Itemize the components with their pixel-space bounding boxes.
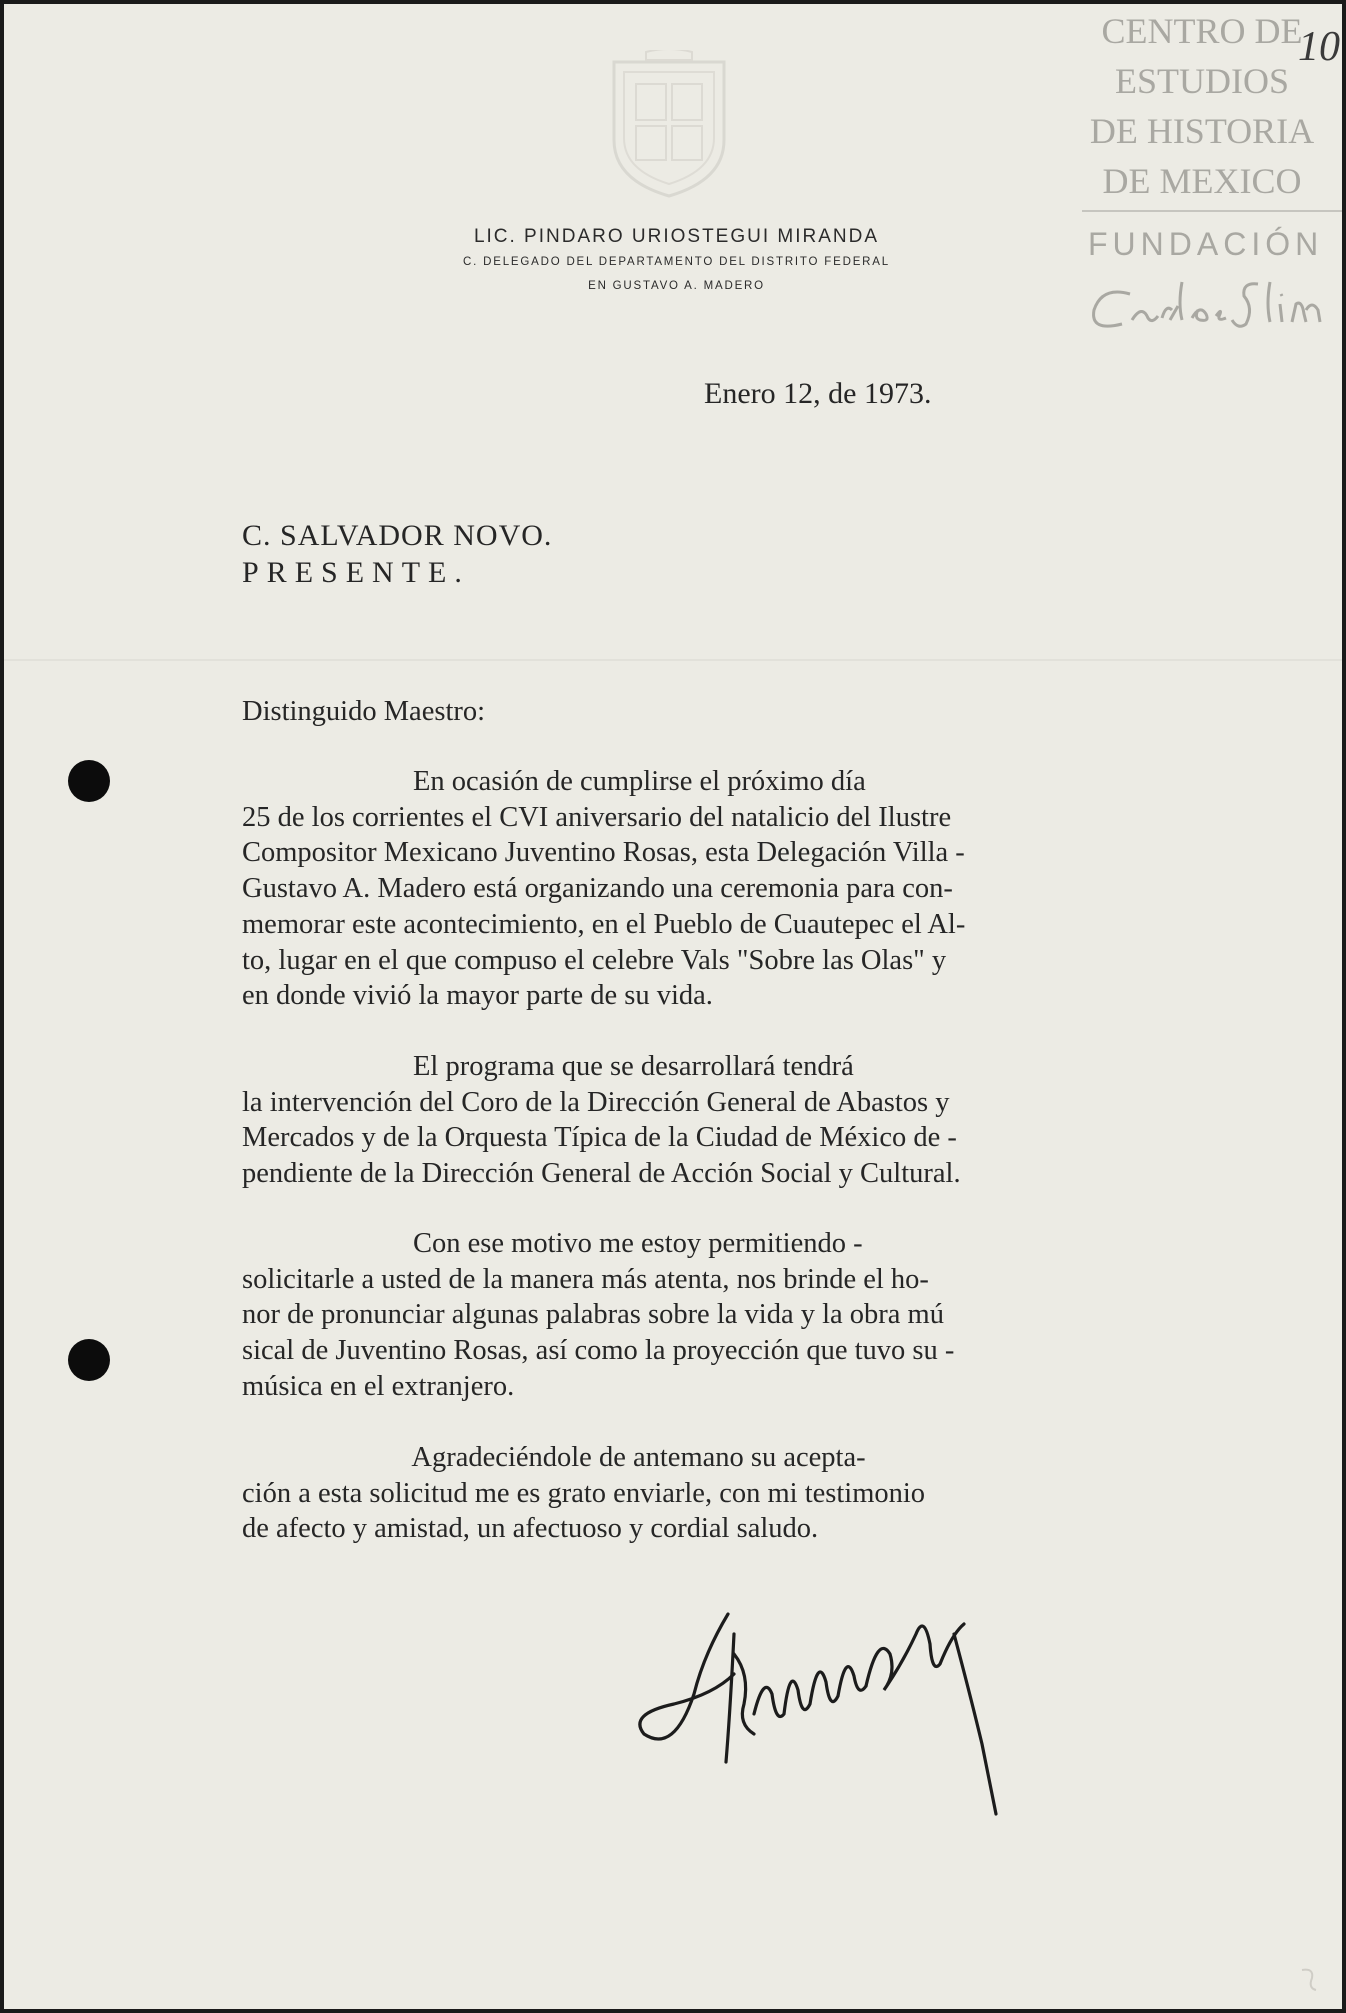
- recipient-presente: PRESENTE.: [242, 556, 470, 589]
- salutation: Distinguido Maestro:: [242, 696, 486, 727]
- paragraph-1: En ocasión de cumplirse el próximo día 25 de los corrientes el CVI aniversario del natalicio del Ilustre Compositor Mexicano Juventino Rosas, esta Delegación Villa - Gustavo A. Madero está organizando una ceremonia para con- memorar este acontecimiento, en el Pueblo de Cuautepec el Al- to, lugar en el que compuso el celebre Vals "Sobre las Olas" y en donde vivió la mayor parte de su vida.: [242, 766, 966, 1012]
- stamp-line-1: CENTRO DE: [1101, 11, 1303, 51]
- stamp-line-3: DE HISTORIA: [1089, 111, 1315, 151]
- embossed-seal-icon: [606, 50, 732, 200]
- recipient-name: C. SALVADOR NOVO.: [242, 519, 553, 552]
- fold-line: [4, 659, 1342, 661]
- letterhead-place: EN GUSTAVO A. MADERO: [588, 280, 765, 292]
- paragraph-4: Agradeciéndole de antemano su acepta- ción a esta solicitud me es grato enviarle, con mi testimonio de afecto y amistad, un afectuoso y cordial saludo.: [242, 1442, 926, 1545]
- stamp-divider: [1082, 210, 1342, 212]
- stamp-line-4: DE MEXICO: [1102, 161, 1302, 201]
- paragraph-3: Con ese motivo me estoy permitiendo - solicitarle a usted de la manera más atenta, nos brinde el ho- nor de pronunciar algunas palabras sobre la vida y la obra mú sical de Juventino Rosas, así como la proyección que tuvo su - música en el extranjero.: [242, 1228, 955, 1402]
- letter-date: Enero 12, de 1973.: [704, 377, 932, 410]
- punch-hole: [68, 1339, 110, 1381]
- stamp-foundation: FUNDACIÓN: [1088, 226, 1324, 262]
- pencil-mark-icon: [1296, 1964, 1322, 1994]
- handwritten-signature-icon: [634, 1594, 1024, 1834]
- punch-hole: [68, 760, 110, 802]
- stamp-line-2: ESTUDIOS: [1114, 61, 1289, 101]
- letterhead-title: C. DELEGADO DEL DEPARTAMENTO DEL DISTRITO FEDERAL: [463, 256, 890, 268]
- handwritten-annotation: [1284, 20, 1344, 170]
- annotation-number: 10: [1298, 24, 1340, 70]
- paragraph-2: El programa que se desarrollará tendrá la intervención del Coro de la Dirección General de Abastos y Mercados y de la Orquesta Típica de la Ciudad de México de - pendiente de la Dirección General de Acción Social y Cultural.: [242, 1051, 961, 1190]
- letterhead-name: LIC. PINDARO URIOSTEGUI MIRANDA: [473, 226, 880, 247]
- foundation-signature-icon: [1082, 274, 1344, 344]
